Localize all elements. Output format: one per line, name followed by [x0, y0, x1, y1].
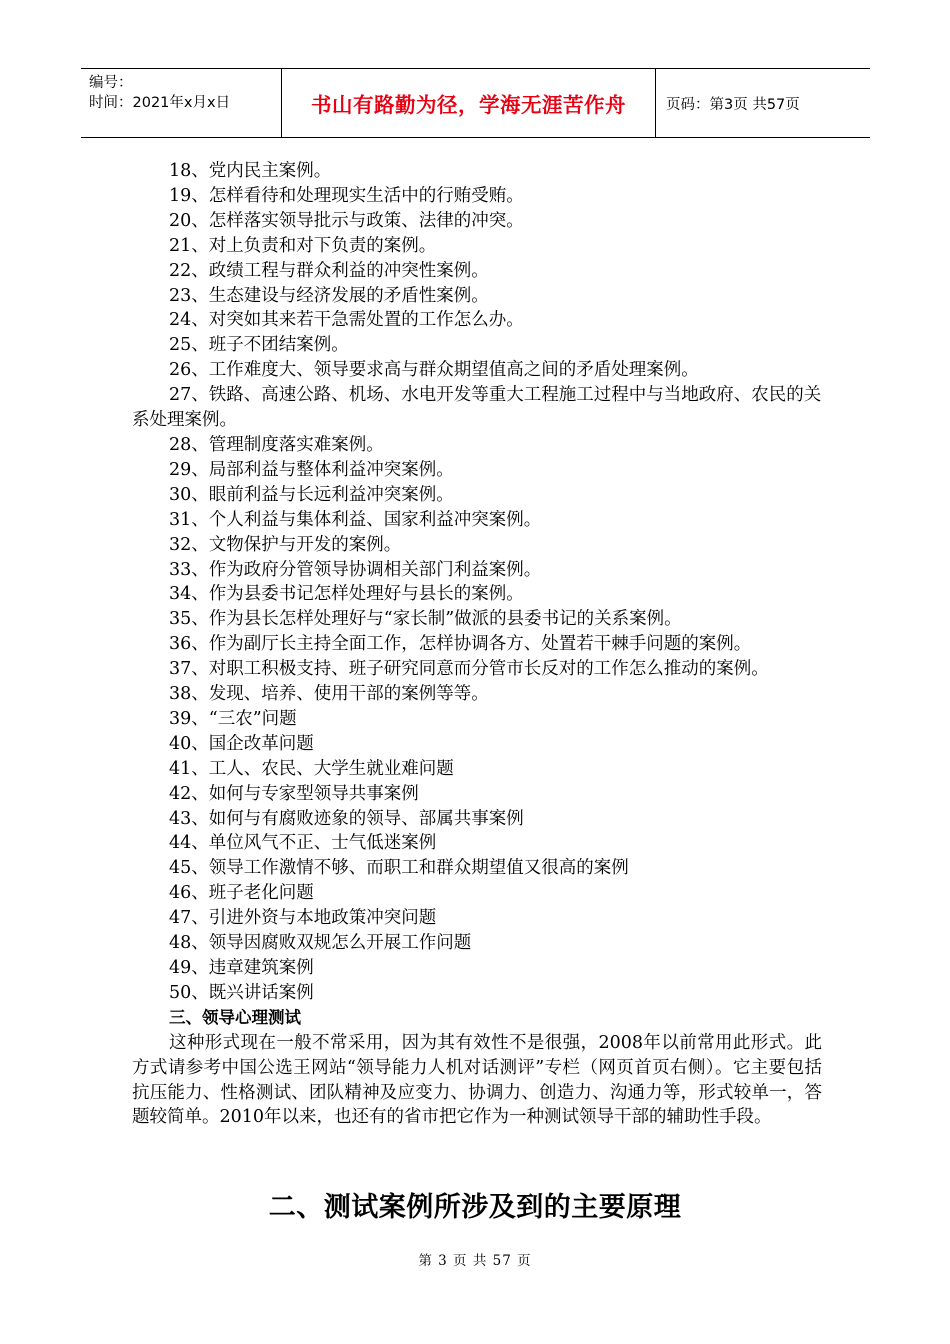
list-item: 26、工作难度大、领导要求高与群众期望值高之间的矛盾处理案例。: [169, 360, 699, 381]
list-item: 39、“三农”问题: [169, 708, 297, 729]
page-header: [81, 68, 870, 138]
document-body: [132, 159, 822, 1130]
list-item: 50、既兴讲话案例: [169, 982, 314, 1003]
list-item: 31、个人利益与集体利益、国家利益冲突案例。: [169, 509, 542, 530]
header-meta: [81, 69, 282, 137]
list-item: 36、作为副厅长主持全面工作，怎样协调各方、处置若干棘手问题的案例。: [169, 634, 752, 655]
list-item: 28、管理制度落实难案例。: [169, 434, 384, 455]
header-motto-cell: [282, 69, 656, 137]
list-item: 19、怎样看待和处理现实生活中的行贿受贿。: [169, 185, 524, 206]
time-label: 时间：2021年x月x日: [89, 95, 231, 111]
list-item: 45、领导工作激情不够、而职工和群众期望值又很高的案例: [169, 858, 629, 879]
list-item: 20、怎样落实领导批示与政策、法律的冲突。: [169, 210, 524, 231]
code-label: 编号：: [89, 75, 133, 91]
list-item: 25、班子不团结案例。: [169, 335, 349, 356]
list-item: 33、作为政府分管领导协调相关部门利益案例。: [169, 559, 542, 580]
list-item: 46、班子老化问题: [169, 883, 314, 904]
list-item: 43、如何与有腐败迹象的领导、部属共事案例: [169, 808, 524, 829]
list-item: 42、如何与专家型领导共事案例: [169, 783, 419, 804]
list-item: 41、工人、农民、大学生就业难问题: [169, 758, 454, 779]
list-item: 44、单位风气不正、士气低迷案例: [169, 833, 437, 854]
list-item: 37、对职工积极支持、班子研究同意而分管市长反对的工作怎么推动的案例。: [169, 659, 769, 680]
list-item: 23、生态建设与经济发展的矛盾性案例。: [169, 285, 489, 306]
chapter-title: 二、测试案例所涉及到的主要原理: [268, 1192, 682, 1223]
list-item: 21、对上负责和对下负责的案例。: [169, 235, 437, 256]
list-item: 40、国企改革问题: [169, 733, 314, 754]
list-item: 32、文物保护与开发的案例。: [169, 534, 402, 555]
list-item: 35、作为县长怎样处理好与“家长制”做派的县委书记的关系案例。: [169, 609, 682, 630]
list-item: 22、政绩工程与群众利益的冲突性案例。: [169, 260, 489, 281]
list-item: 27、铁路、高速公路、机场、水电开发等重大工程施工过程中与当地政府、农民的关系处理案例。: [132, 385, 822, 431]
list-item: 38、发现、培养、使用干部的案例等等。: [169, 684, 489, 705]
list-item: 18、党内民主案例。: [169, 161, 332, 181]
header-page-info-cell: [656, 69, 870, 137]
list-item: 24、对突如其来若干急需处置的工作怎么办。: [169, 310, 524, 331]
list-item: 49、违章建筑案例: [169, 958, 314, 978]
page-footer: 第 3 页 共 57 页: [418, 1253, 532, 1269]
list-item: 48、领导因腐败双规怎么开展工作问题: [169, 933, 472, 954]
list-item: 29、局部利益与整体利益冲突案例。: [169, 459, 454, 480]
body-paragraph: 这种形式现在一般不常采用，因为其有效性不是很强，2008年以前常用此形式。此方式请参考中国公选王网站“领导能力人机对话测评”专栏（网页首页右侧）。它主要包括抗压能力、性格测试、团队精神及应变力、协调力、创造力、沟通力等，形式较单一，答题较简单。2010年以来，也还有的省市把它作为一种测试领导干部的辅助性手段。: [132, 1032, 822, 1128]
header-motto: 书山有路勤为径，学海无涯苦作舟: [311, 93, 626, 117]
case-list: [132, 159, 822, 1006]
section-heading: 三、领导心理测试: [169, 1007, 301, 1027]
list-item: 34、作为县委书记怎样处理好与县长的案例。: [169, 584, 524, 605]
header-page-info: 页码：第3页 共57页: [666, 96, 800, 113]
list-item: 47、引进外资与本地政策冲突问题: [169, 908, 437, 929]
list-item: 30、眼前利益与长远利益冲突案例。: [169, 484, 454, 505]
